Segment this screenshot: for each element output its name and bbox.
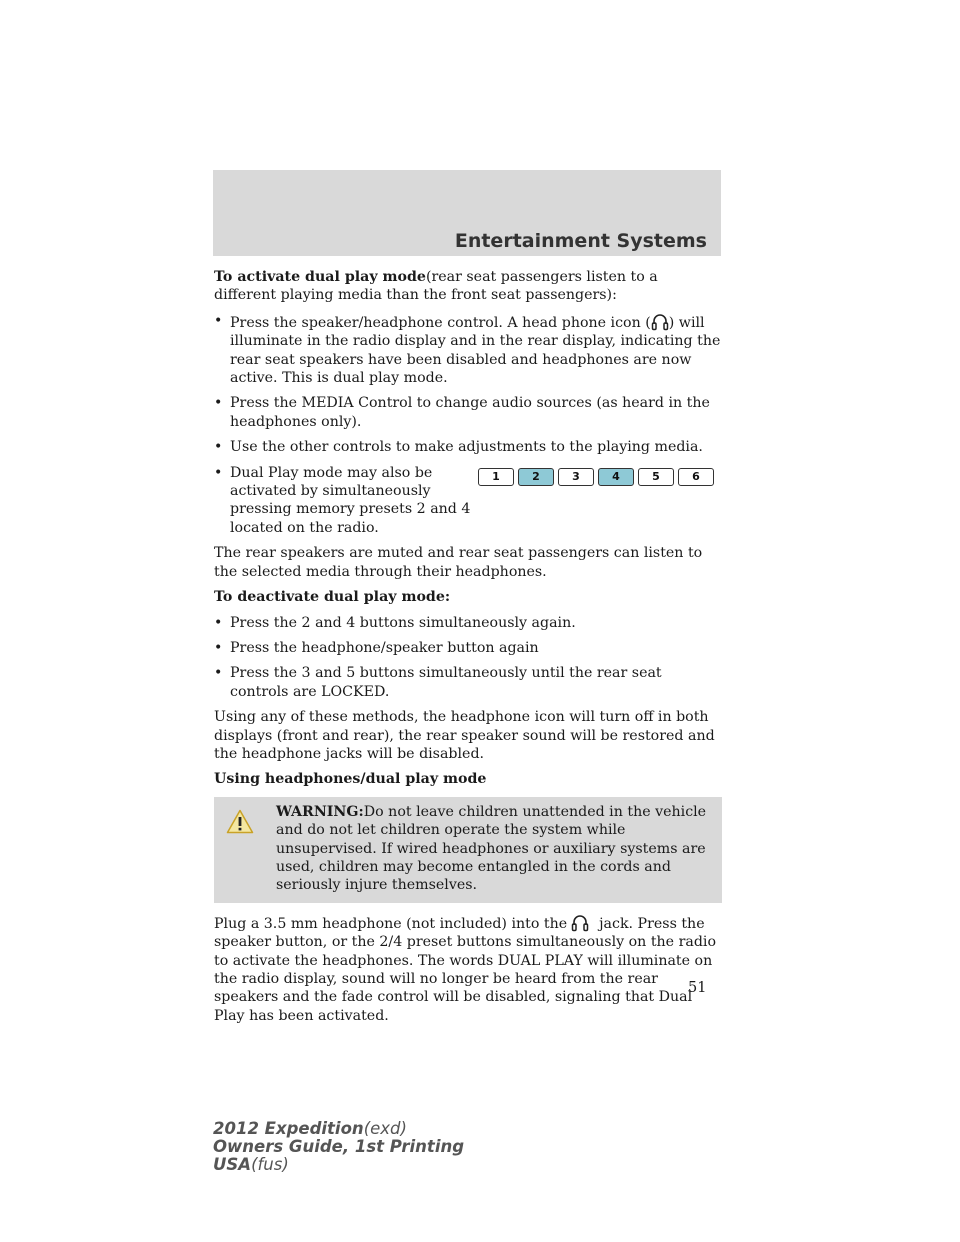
- activate-intro: [214, 268, 722, 305]
- bullet: •: [214, 614, 223, 631]
- section-title: Entertainment Systems: [454, 230, 707, 252]
- list-item: • Press the speaker/headphone control. A head phone icon ( ) will illuminate in the radio display and in the rear display, indicating the rear seat speakers have been disabled and headphones are now active. This is dual play mode.: [214, 312, 721, 387]
- warning-triangle-icon: [226, 809, 254, 834]
- preset-button-3: 3: [558, 468, 594, 486]
- footer-line-2: Owners Guide, 1st Printing: [213, 1137, 465, 1156]
- deactivate-heading: To deactivate dual play mode:: [214, 589, 451, 606]
- warning-label: WARNING:: [276, 803, 364, 820]
- warning-box: [214, 797, 722, 903]
- footer-line-3: USA(fus): [213, 1155, 289, 1174]
- list-item: • Press the 2 and 4 buttons simultaneously again.: [214, 614, 576, 631]
- list-item: • Press the MEDIA Control to change audio sources (as heard in the headphones only).: [214, 395, 710, 430]
- bullet: •: [214, 439, 223, 456]
- activate-steps: [214, 312, 722, 537]
- footer-line-1: 2012 Expedition(exd): [213, 1119, 407, 1138]
- list-item: • Press the headphone/speaker button again: [214, 639, 539, 656]
- headphone-jack-icon: [571, 913, 589, 933]
- bullet: •: [214, 639, 223, 656]
- using-heading: Using headphones/dual play mode: [214, 771, 487, 788]
- headphone-icon: [651, 312, 669, 332]
- list-item: • Press the 3 and 5 buttons simultaneously until the rear seat controls are LOCKED.: [214, 665, 662, 700]
- bullet: •: [214, 312, 223, 329]
- methods-paragraph: Using any of these methods, the headphone icon will turn off in both displays (front and rear), the rear speaker sound will be restored and the headphone jacks will be disabled.: [214, 709, 715, 762]
- section-header: [213, 170, 721, 256]
- bullet: •: [214, 665, 223, 682]
- preset-button-4: 4: [598, 468, 634, 486]
- page-content: [214, 268, 722, 1032]
- preset-button-1: 1: [478, 468, 514, 486]
- list-item: • Dual Play mode may also be activated by simultaneously pressing memory presets 2 and 4 located on the radio. 1 2 3 4 5 6: [214, 464, 722, 538]
- bullet: •: [214, 464, 223, 481]
- plug-paragraph: Plug a 3.5 mm headphone (not included) into the jack. Press the speaker button, or the 2/4 preset buttons simultaneously on the radio to activate the headphones. The words DUAL PLAY will illuminate on the radio display, sound will no longer be heard from the rear speakers and the fade control will be disabled, signaling that Dual Play has been activated.: [214, 913, 722, 1025]
- page-number: 51: [688, 980, 707, 996]
- deactivate-steps: [214, 614, 722, 702]
- footer: [213, 1120, 464, 1174]
- bullet: •: [214, 395, 223, 412]
- preset-button-6: 6: [678, 468, 714, 486]
- preset-button-5: 5: [638, 468, 674, 486]
- preset-button-2: 2: [518, 468, 554, 486]
- list-item: • Use the other controls to make adjustments to the playing media.: [214, 439, 703, 456]
- muted-paragraph: The rear speakers are muted and rear seat passengers can listen to the selected media through their headphones.: [214, 545, 703, 580]
- activate-intro-text: (rear seat passengers listen to a different playing media than the front seat passengers):: [214, 269, 658, 304]
- warning-text: WARNING:Do not leave children unattended in the vehicle and do not let children operate the system while unsupervised. If wired headphones or auxiliary systems are used, children may become entangled in the cords and seriously injure themselves.: [276, 803, 707, 894]
- memory-presets-figure: [478, 468, 714, 486]
- activate-heading: To activate dual play mode: [214, 269, 426, 285]
